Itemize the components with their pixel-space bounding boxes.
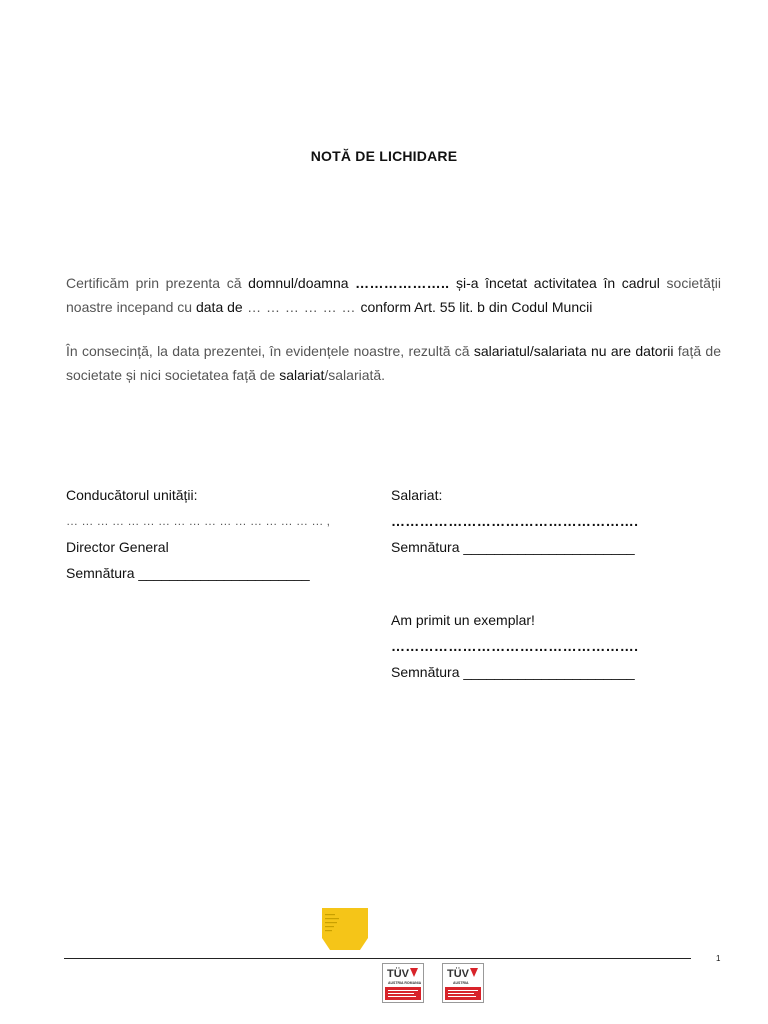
employee-signature-block [391,482,691,560]
receipt-name-dots: ……………………………………………. [391,638,639,654]
paragraph-text: domnul/doamna [248,275,356,291]
receipt-signature-block [391,607,691,685]
employee-label: Salariat: [391,487,443,503]
paragraph-text: În consecință, la data prezentei, în evidențele noastre, rezultă că [66,343,474,359]
paragraph-text: față de societate și nici societatea față de [66,343,721,383]
paragraph-text: data de [195,299,243,315]
paragraph-text: conform Art. 55 lit. b din Codul Muncii [360,299,593,315]
certification-paragraph [66,271,721,319]
receipt-signature-line: Semnătura ______________________ [391,664,635,680]
company-logo [322,908,368,950]
employee-signature-line: Semnătura ______________________ [391,539,635,555]
paragraph-text: societății noastre incepand cu [66,275,721,315]
document-title: NOTĂ DE LICHIDARE [310,148,458,164]
paragraph-text: salariatul/salariata nu are datorii [473,343,674,359]
tuv-badge-text: TÜV [387,968,409,980]
paragraph-text: /salariată. [324,367,386,383]
paragraph-text: și-a încetat activitatea în cadrul [449,275,667,291]
paragraph-text: Certificăm prin prezenta că [66,275,249,291]
date-placeholder-dots: … … … … … … [242,299,361,315]
employer-signature-line: Semnătura ______________________ [66,565,310,581]
receipt-label: Am primit un exemplar! [391,612,535,628]
employer-label: Conducătorul unității: [66,487,198,503]
employer-name-dots: … … … … … … … … … … … … … … … … … , [66,514,331,528]
tuv-badge-subtitle: AUSTRIA ROMANIA [388,981,422,985]
tuv-certification-badge [442,963,484,1003]
tuv-badge-text: TÜV [447,968,469,980]
employer-signature-block [66,482,366,586]
tuv-certification-badge [382,963,424,1003]
employer-role: Director General [66,539,169,555]
tuv-badge-subtitle: AUSTRIA [453,981,469,985]
footer-divider [64,958,691,959]
page-number: 1 [716,954,721,963]
employee-name-dots: ……………………………………………. [391,513,639,529]
consequence-paragraph [66,339,721,387]
paragraph-text: salariat [279,367,325,383]
name-placeholder-dots: ……………….. [355,275,450,291]
